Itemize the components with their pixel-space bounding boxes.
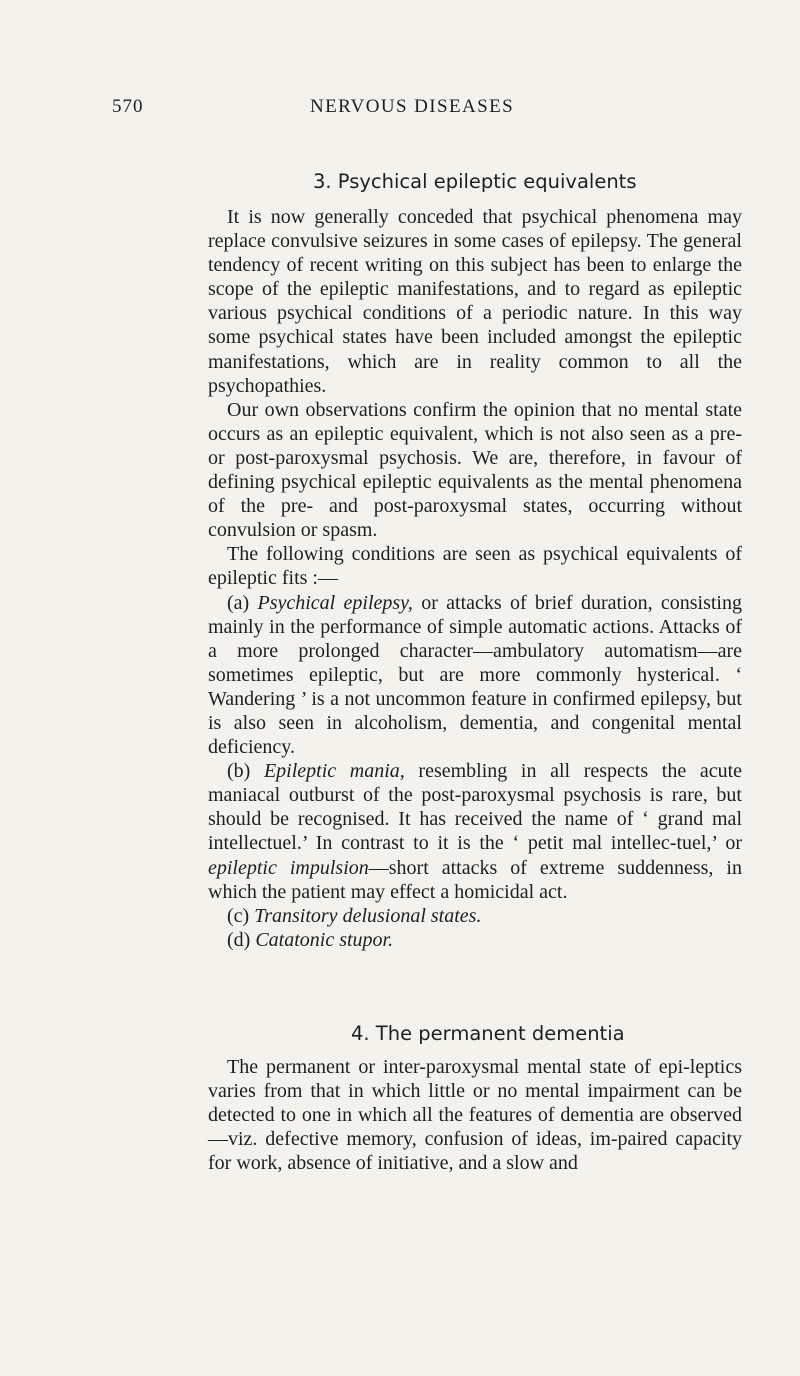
running-head <box>112 96 712 120</box>
page-number: 570 <box>112 96 144 117</box>
item-text: —short attacks of extreme suddenness, in which the patient may effect a homicidal act. <box>208 856 742 903</box>
paragraph: It is now generally conceded that psychical phenomena may replace convulsive seizures in some cases of epilepsy. The general tendency of recent writing on this subject has been to enlarge the scope of the epileptic manifestations, and to regard as epileptic various psychical conditions of a periodic nature. In this way some psychical states have been included amongst the epileptic manifestations, which are in reality common to all the psychopathies. <box>208 206 742 397</box>
paragraph: Our own observations confirm the opinion that no mental state occurs as an epileptic equivalent, which is not also seen as a pre- or post-paroxysmal psychosis. We are, therefore, in favour of defining psychical epileptic equivalents as the mental phenomena of the pre- and post-paroxysmal states, occurring without convulsion or spasm. <box>208 398 742 542</box>
section-3-body <box>208 205 742 952</box>
paragraph: The permanent or inter-paroxysmal mental state of epi-leptics varies from that in which little or no mental impairment can be detected to one in which all the features of dementia are observed—viz. defective memory, confusion of ideas, im-paired capacity for work, absence of initiative, and a slow and <box>208 1056 742 1175</box>
item-label: (a) <box>227 591 250 614</box>
list-item-c <box>208 904 742 928</box>
running-title: NERVOUS DISEASES <box>310 96 515 117</box>
item-title: Catatonic stupor. <box>255 928 394 951</box>
item-title: Psychical epilepsy, <box>257 591 413 614</box>
item-label: (d) <box>227 928 251 951</box>
item-title: Epileptic mania, <box>263 760 405 783</box>
paragraph: The following conditions are seen as psychical equivalents of epileptic fits :— <box>208 543 742 590</box>
section-4-heading: 4. The permanent dementia <box>351 1022 625 1045</box>
item-subtitle: epileptic impulsion <box>208 856 369 879</box>
list-item-b <box>208 759 742 904</box>
list-item-d <box>208 928 742 952</box>
item-label: (b) <box>227 760 251 783</box>
section-4-body <box>208 1055 742 1175</box>
item-title: Transitory delusional states. <box>254 904 482 927</box>
section-3-heading: 3. Psychical epileptic equivalents <box>313 170 637 193</box>
item-text: resembling in all respects the acute maniacal outburst of the post-paroxysmal psychosis is rare, but should be recognised. It has received the name of ‘ grand mal intellectuel.’ In contrast to it is the ‘ petit mal intellec-tuel,’ or <box>208 760 743 855</box>
list-item-a <box>208 591 742 760</box>
item-text: or attacks of brief duration, consisting mainly in the performance of simple automatic actions. Attacks of a more prolonged character—ambulatory automatism—are sometimes epileptic, but are more commonly hysterical. ‘ Wandering ’ is a not uncommon feature in confirmed epilepsy, but is also seen in alcoholism, dementia, and congenital mental deficiency. <box>208 591 742 759</box>
item-label: (c) <box>227 904 250 927</box>
